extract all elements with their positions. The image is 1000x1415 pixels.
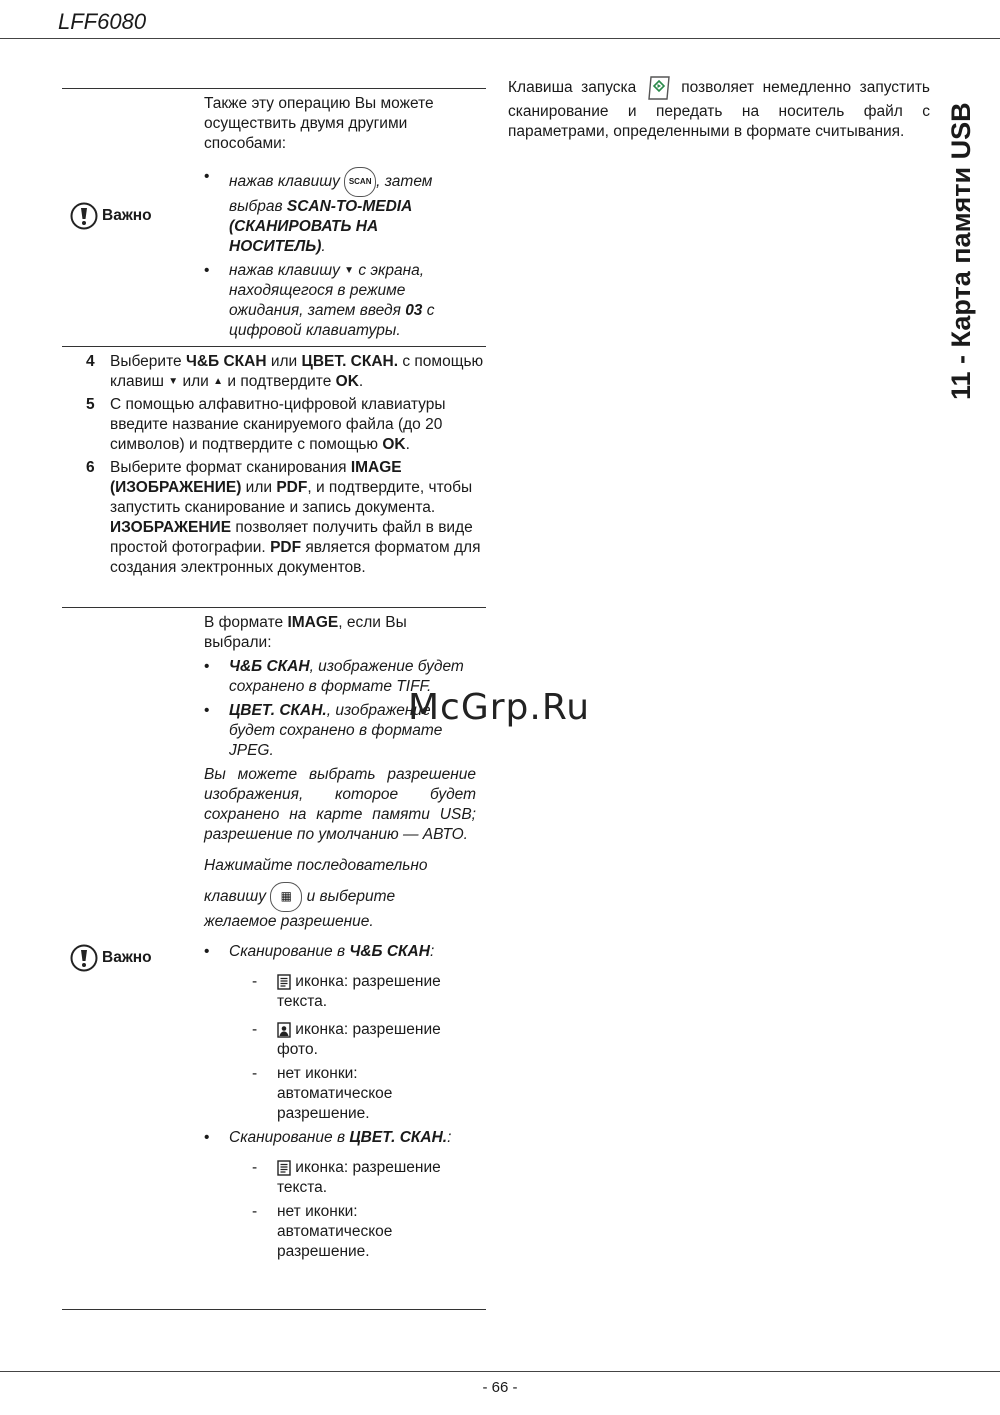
note2-press-text: и выберите [302, 888, 396, 906]
step-text: Выберите [110, 353, 186, 370]
note2-b2-text: , изображение будет сохранено в формате JPEG. [229, 702, 443, 759]
note2-color-scan-heading [204, 1128, 476, 1148]
step-text: или [178, 373, 214, 391]
step-bold: PDF [276, 479, 308, 497]
step-text: с помощью клавиш [110, 353, 484, 391]
step-text: является форматом для создания электронных документов. [110, 539, 481, 577]
arrow-up-icon: ▲ [213, 376, 224, 387]
step-text: С помощью алфавитно-цифровой клавиатуры введите название сканируемого файла (до 20 символов) и подтвердите с помощью [110, 396, 446, 454]
note2-label-text: Важно [102, 949, 152, 966]
step-text: . [405, 436, 410, 454]
note2-col-text: Сканирование в [229, 1129, 350, 1147]
note1-b1-text-b: , затем выбрав [229, 173, 433, 215]
note1-b2-text-b: с экрана, находящегося в режиме ожидания, затем введя [229, 262, 425, 320]
note2-bw-dash-text [204, 972, 476, 1012]
note2-color-dash-text [204, 1158, 476, 1198]
note2-bw-scan-heading [204, 942, 476, 962]
page-number: - 66 - [482, 1379, 518, 1396]
right-column-paragraph [508, 74, 930, 142]
note2-press-line-3: желаемое разрешение. [204, 913, 374, 931]
note2-top-rule [62, 607, 486, 608]
step-text: или [241, 479, 277, 497]
note1-b1-text-c: . [321, 238, 326, 255]
step-bold: OK [382, 436, 406, 454]
step-bold: ЦВЕТ. СКАН. [301, 353, 399, 370]
footer-rule [0, 1371, 1000, 1372]
note2-bottom-rule [62, 1309, 486, 1310]
steps-list [86, 352, 486, 578]
note2-intro-bold: IMAGE [287, 614, 339, 631]
right-text-a: Клавиша запуска [508, 79, 645, 97]
step-6 [86, 458, 486, 578]
note2-b2-bold: ЦВЕТ. СКАН. [229, 702, 327, 719]
arrow-down-icon: ▼ [344, 265, 355, 276]
note2-intro-a: В формате [204, 614, 288, 631]
resolution-key-icon: ▦ [270, 882, 302, 912]
note2-intro-b: , если Вы выбрали: [204, 614, 407, 651]
doc-title: LFF6080 [58, 9, 147, 34]
note2-color-dash-auto: - нет иконки: автоматическое разрешение. [204, 1202, 476, 1262]
note1-b1-bold: SCAN-TO-MEDIA (СКАНИРОВАТЬ НА НОСИТЕЛЬ) [229, 198, 412, 255]
step-number: 6 [86, 459, 95, 477]
step-5 [86, 395, 486, 455]
start-key-icon [645, 74, 673, 102]
header-rule [0, 38, 1000, 39]
note2-press-text: клавишу [204, 888, 271, 906]
note2-bw-bold: Ч&Б СКАН [349, 943, 430, 961]
note2-col-text: : [447, 1129, 452, 1147]
step-bold: ИЗОБРАЖЕНИЕ [110, 519, 232, 537]
note2-bw-dash-photo [204, 1020, 476, 1060]
note1-bottom-rule [62, 346, 486, 347]
text-document-icon [277, 974, 291, 990]
important-icon [70, 202, 98, 230]
note1-b2-bold: 03 [405, 302, 423, 320]
note1-b2-text-a: нажав клавишу [229, 262, 345, 280]
note2-bw-text: : [429, 943, 435, 961]
step-text: Выберите формат сканирования [110, 459, 351, 477]
note2-bw-text: Сканирование в [229, 943, 350, 961]
step-text: позволяет получить файл в виде простой фотографии. [110, 519, 473, 557]
step-4 [86, 352, 486, 392]
note1-intro: Также эту операцию Вы можете осуществить двумя другими способами: [204, 95, 434, 152]
note2-resolution-paragraph: Вы можете выбрать разрешение изображения, которое будет сохранено на карте памяти USB; разрешение по умолчанию — АВТО. [204, 766, 476, 843]
step-bold: OK [335, 373, 359, 391]
scan-key-icon: SCAN [344, 167, 376, 197]
note2-b1-bold: Ч&Б СКАН [229, 658, 310, 675]
note1-b1-text-a: нажав клавишу [229, 173, 345, 191]
chapter-side-tab: 11 - Карта памяти USB [946, 102, 976, 400]
important-icon [70, 944, 98, 972]
note2-col-bold: ЦВЕТ. СКАН. [349, 1129, 448, 1147]
note1-label-text: Важно [102, 207, 152, 224]
note2-b1-text: , изображение будет сохранено в формате TIFF. [229, 658, 464, 695]
note1-bullet-2 [204, 261, 476, 341]
note2-bw-d2: иконка: разрешение фото. [277, 1021, 441, 1059]
step-text: . [358, 373, 364, 391]
right-text-b: позволяет немедленно запустить сканирование и передать на носитель файл с параметрами, определенными в формате считывания. [508, 79, 930, 140]
note2-press-line-2 [204, 882, 476, 912]
step-text: или [266, 353, 302, 370]
note2-important-label [70, 944, 152, 972]
note2-col-d1: иконка: разрешение текста. [277, 1159, 441, 1197]
step-bold: Ч&Б СКАН [185, 353, 267, 370]
note1-important-label [70, 202, 152, 230]
watermark-text: McGrp.Ru [408, 687, 591, 728]
note2-intro [204, 613, 476, 653]
step-bold: IMAGE (ИЗОБРАЖЕНИЕ) [110, 459, 402, 497]
step-text: , и подтвердите, чтобы запустить сканирование и запись документа. [110, 479, 473, 517]
note1-top-rule [62, 88, 486, 89]
photo-portrait-icon [277, 1022, 291, 1038]
text-document-icon [277, 1160, 291, 1176]
note1-b2-text-c: с цифровой клавиатуры. [229, 302, 435, 340]
step-number: 5 [86, 396, 95, 414]
note2-bw-dash-auto: - нет иконки: автоматическое разрешение. [204, 1064, 476, 1124]
step-bold: PDF [270, 539, 302, 557]
step-text: и подтвердите [223, 373, 336, 391]
arrow-down-icon: ▼ [168, 376, 179, 387]
step-number: 4 [86, 353, 95, 370]
note1-body [204, 94, 476, 341]
note1-bullet-1 [204, 167, 476, 257]
note2-press-line-1: Нажимайте последовательно [204, 857, 428, 874]
note2-bw-d1: иконка: разрешение текста. [277, 973, 441, 1011]
